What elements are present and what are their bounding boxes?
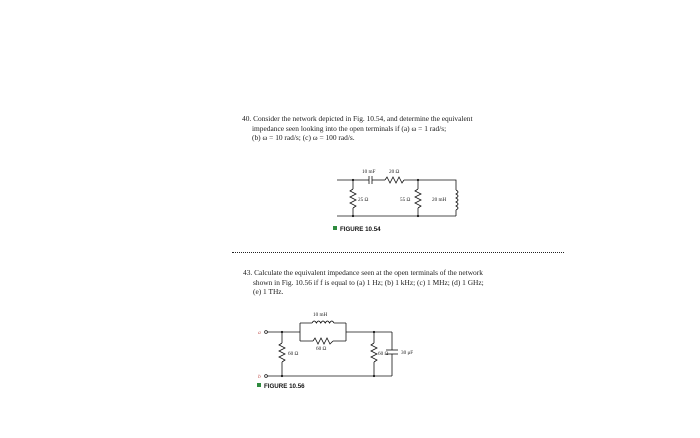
fig56-node-bottom-left	[281, 375, 283, 377]
fig54-top-wire-right	[404, 180, 456, 190]
fig56-node-bottom-right	[373, 375, 375, 377]
fig56-terminal-a-label: a	[258, 330, 261, 336]
fig54-top-wire-left	[337, 180, 353, 189]
fig54-resistor-top-label: 20 Ω	[389, 169, 400, 175]
fig54-inductor-label: 20 mH	[432, 197, 447, 203]
fig56-resistor-parallel-label: 60 Ω	[316, 346, 327, 352]
fig56-resistor-right-label: 60 Ω	[378, 351, 389, 357]
fig54-resistor-mid-label: 55 Ω	[400, 197, 411, 203]
problem-43-line-1: 43. Calculate the equivalent impedance seen at the open terminals of the network	[243, 268, 483, 277]
problem-40-line-3: (b) ω = 10 rad/s; (c) ω = 100 rad/s.	[252, 133, 355, 143]
fig54-node-bottom-mid	[417, 215, 419, 217]
fig56-inductor-label: 10 mH	[313, 312, 328, 318]
fig56-node-top-left	[281, 331, 283, 333]
problem-40-line-1: 40. Consider the network depicted in Fig. 10.54, and determine the equivalent	[242, 114, 473, 123]
fig54-node-bottom-left	[352, 215, 354, 217]
fig56-terminal-b-label: b	[258, 374, 261, 380]
fig54-caption-marker	[333, 226, 337, 230]
figure-10-56	[257, 312, 413, 390]
fig54-resistor-55ohm	[415, 189, 421, 208]
fig56-caption: FIGURE 10.56	[264, 383, 305, 390]
fig54-capacitor-10mF	[369, 176, 372, 184]
fig54-caption: FIGURE 10.54	[340, 226, 381, 233]
fig56-terminal-a	[265, 331, 268, 334]
figure-10-54	[333, 169, 458, 233]
fig56-resistor-left-label: 60 Ω	[288, 351, 299, 357]
fig54-capacitor-label: 10 mF	[362, 169, 376, 175]
fig54-resistor-20ohm	[385, 177, 404, 183]
fig56-caption-marker	[257, 383, 261, 387]
fig54-inductor-20mH	[456, 190, 458, 216]
problem-40-line-2: impedance seen looking into the open terminals if (a) ω = 1 rad/s;	[252, 123, 447, 133]
fig56-capacitor-label: 30 μF	[401, 350, 414, 356]
fig54-node-top-mid	[417, 179, 419, 181]
fig56-resistor-right-60ohm	[371, 343, 377, 362]
fig54-node-top-left	[352, 179, 354, 181]
fig54-resistor-25ohm	[350, 189, 356, 208]
fig56-resistor-parallel-60ohm	[313, 338, 333, 344]
problem-43-line-2: shown in Fig. 10.56 if f is equal to (a) 1 Hz; (b) 1 kHz; (c) 1 MHz; (d) 1 GHz;	[253, 277, 484, 287]
problem-43-line-3: (e) 1 THz.	[253, 287, 284, 297]
fig56-resistor-left-60ohm	[279, 343, 285, 362]
fig56-inductor-10mH	[312, 321, 334, 323]
fig56-terminal-b	[265, 375, 268, 378]
fig54-resistor-left-label: 25 Ω	[358, 197, 369, 203]
fig56-node-top-right	[373, 331, 375, 333]
